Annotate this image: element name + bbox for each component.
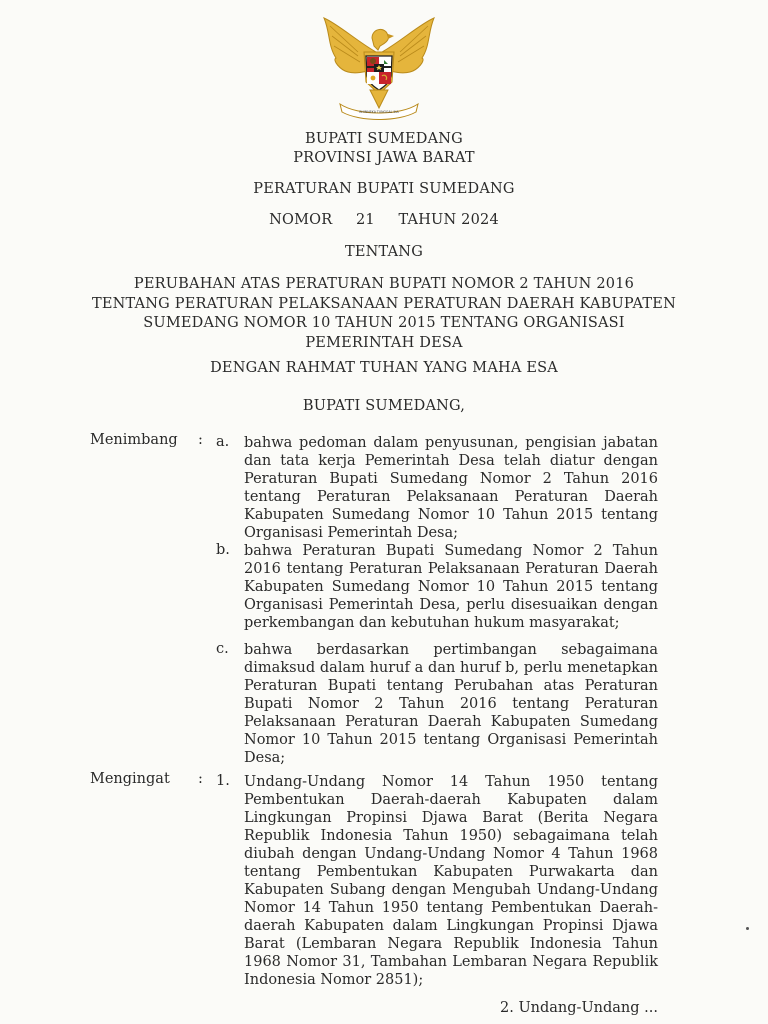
scan-speck — [746, 927, 749, 930]
menimbang-item-c: bahwa berdasarkan pertimbangan sebagaimana dimaksud dalam huruf a dan huruf b, perlu menetapkan Peraturan Bupati tentang Perubahan atas Peraturan Bupati Nomor 2 Tahun 2016 tentang Peraturan Pelaksanaan Peraturan Daerah Kabupaten Sumedang Nomor 10 Tahun 2015 tentang Organisasi Pemerintah Desa; — [244, 642, 658, 766]
regulation-subject — [0, 275, 768, 353]
invocation: DENGAN RAHMAT TUHAN YANG MAHA ESA — [210, 360, 558, 376]
garuda-pancasila-emblem-icon — [318, 12, 440, 122]
regulation-number — [0, 212, 768, 228]
menimbang-item-b: bahwa Peraturan Bupati Sumedang Nomor 2 Tahun 2016 tentang Peraturan Pelaksanaan Peraturan Daerah Kabupaten Sumedang Nomor 10 Tahun 2015 tentang Organisasi Pemerintah Desa, perlu disesuaikan dengan perkembangan dan kebutuhan hukum masyarakat; — [244, 543, 658, 631]
regulation-title: PERATURAN BUPATI SUMEDANG — [253, 181, 515, 197]
nomor-label: NOMOR — [269, 212, 333, 228]
item-marker: b. — [216, 542, 230, 558]
enacting-authority: BUPATI SUMEDANG, — [302, 398, 466, 414]
subject-line: TENTANG PERATURAN PELAKSANAAN PERATURAN DAERAH KABUPATEN — [92, 295, 676, 312]
menimbang-label: Menimbang — [90, 432, 178, 448]
subject-line: PEMERINTAH DESA — [305, 334, 463, 351]
province-title: PROVINSI JAWA BARAT — [293, 150, 475, 166]
regent-title: BUPATI SUMEDANG — [305, 131, 463, 147]
item-marker: a. — [216, 434, 230, 450]
continuation-note: 2. Undang-Undang ... — [500, 1000, 658, 1016]
subject-line: SUMEDANG NOMOR 10 TAHUN 2015 TENTANG ORGANISASI — [143, 315, 625, 331]
item-marker: c. — [216, 641, 229, 657]
menimbang-colon: : — [198, 432, 203, 448]
tahun-label: TAHUN — [398, 212, 457, 228]
menimbang-item-a: bahwa pedoman dalam penyusunan, pengisian jabatan dan tata kerja Pemerintah Desa telah diatur dengan Peraturan Bupati Sumedang Nomor 2 Tahun 2016 tentang Peraturan Pelaksanaan Peraturan Daerah Kabupaten Sumedang Nomor 10 Tahun 2015 tentang Organisasi Pemerintah Desa; — [244, 435, 658, 541]
tahun-value: 2024 — [461, 212, 499, 228]
mengingat-colon: : — [198, 771, 203, 787]
item-marker: 1. — [216, 773, 230, 789]
mengingat-label: Mengingat — [90, 771, 170, 787]
mengingat-item-1: Undang-Undang Nomor 14 Tahun 1950 tentang Pembentukan Daerah-daerah Kabupaten dalam Lingkungan Propinsi Djawa Barat (Berita Negara Republik Indonesia Tahun 1950) sebagaimana telah diubah dengan Undang-Undang Nomor 4 Tahun 1968 tentang Pembentukan Kabupaten Purwakarta dan Kabupaten Subang dengan Mengubah Undang-Undang Nomor 14 Tahun 1950 tentang Pembentukan Daerah-daerah Kabupaten dalam Lingkungan Propinsi Djawa Barat (Lembaran Negara Republik Indonesia Tahun 1968 Nomor 31, Tambahan Lembaran Negara Republik Indonesia Nomor 2851); — [244, 774, 658, 988]
nomor-value: 21 — [355, 212, 375, 228]
subject-line: PERUBAHAN ATAS PERATURAN BUPATI NOMOR 2 TAHUN 2016 — [133, 276, 635, 292]
svg-text:BHINNEKA TUNGGAL IKA: BHINNEKA TUNGGAL IKA — [359, 110, 399, 114]
tentang-heading: TENTANG — [345, 244, 423, 260]
